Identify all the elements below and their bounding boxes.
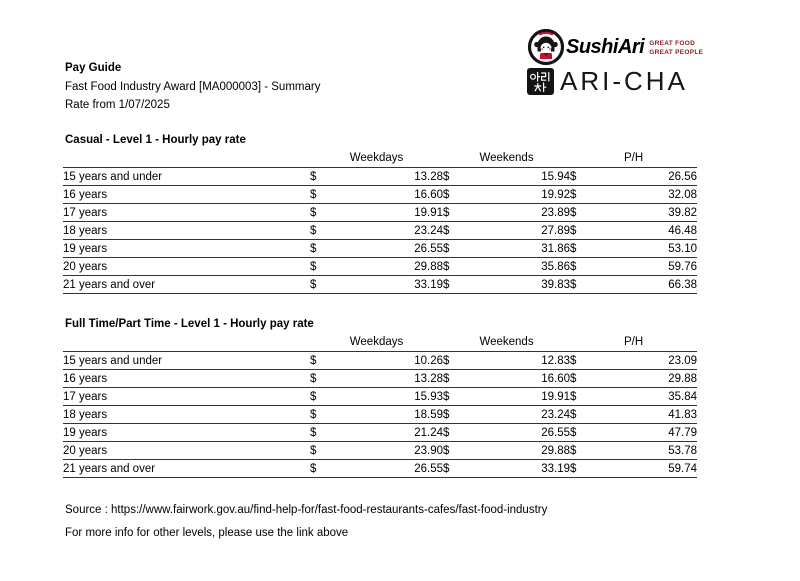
weekends-rate: 15.94 [468,167,570,185]
currency-symbol: $ [310,257,338,275]
weekdays-header: Weekdays [310,150,443,167]
currency-symbol: $ [443,441,468,459]
table-row [63,459,697,477]
weekends-rate: 27.89 [468,221,570,239]
weekends-rate: 16.60 [468,369,570,387]
age-label: 18 years [63,405,310,423]
age-label: 17 years [63,203,310,221]
ph-rate: 39.82 [595,203,697,221]
weekends-rate: 33.19 [468,459,570,477]
weekdays-rate: 23.90 [338,441,443,459]
table-row [63,221,697,239]
age-label: 19 years [63,239,310,257]
tagline-line1: GREAT FOOD [649,40,696,47]
weekends-rate: 31.86 [468,239,570,257]
currency-symbol: $ [570,167,595,185]
sushiari-logo [527,27,707,67]
weekends-rate: 29.88 [468,441,570,459]
tagline-line2: GREAT PEOPLE [649,49,704,56]
age-label: 19 years [63,423,310,441]
table-row [63,423,697,441]
age-label: 17 years [63,387,310,405]
note-line: For more info for other levels, please use the link above [65,526,349,539]
currency-symbol: $ [310,459,338,477]
weekends-rate: 19.92 [468,185,570,203]
table-row [63,369,697,387]
award-subtitle: Fast Food Industry Award [MA000003] - Summary [65,80,321,93]
empty-header-cell [63,334,310,351]
ph-rate: 59.76 [595,257,697,275]
table-row [63,275,697,293]
table-row [63,203,697,221]
document-footer [65,499,547,544]
currency-symbol: $ [570,441,595,459]
weekends-rate: 35.86 [468,257,570,275]
currency-symbol: $ [310,203,338,221]
ph-rate: 26.56 [595,167,697,185]
table-row [63,405,697,423]
currency-symbol: $ [310,167,338,185]
ph-rate: 66.38 [595,275,697,293]
weekdays-rate: 33.19 [338,275,443,293]
weekends-header: Weekends [443,334,570,351]
currency-symbol: $ [570,221,595,239]
weekdays-rate: 10.26 [338,351,443,369]
ph-rate: 46.48 [595,221,697,239]
table-row [63,387,697,405]
weekends-rate: 26.55 [468,423,570,441]
ph-rate: 53.78 [595,441,697,459]
brand-block [527,27,707,97]
weekdays-rate: 15.93 [338,387,443,405]
currency-symbol: $ [310,185,338,203]
currency-symbol: $ [310,369,338,387]
weekends-rate: 19.91 [468,387,570,405]
weekdays-rate: 23.24 [338,221,443,239]
age-label: 20 years [63,257,310,275]
currency-symbol: $ [443,239,468,257]
currency-symbol: $ [310,405,338,423]
weekends-rate: 23.89 [468,203,570,221]
currency-symbol: $ [443,275,468,293]
currency-symbol: $ [570,185,595,203]
weekdays-rate: 26.55 [338,239,443,257]
currency-symbol: $ [310,387,338,405]
currency-symbol: $ [310,423,338,441]
currency-symbol: $ [443,405,468,423]
currency-symbol: $ [570,257,595,275]
age-label: 15 years and under [63,351,310,369]
ph-header: P/H [570,334,697,351]
rate-date-line: Rate from 1/07/2025 [65,99,170,112]
ph-rate: 29.88 [595,369,697,387]
source-line: Source : https://www.fairwork.gov.au/find-help-for/fast-food-restaurants-cafes/fast-food-industry [65,504,548,516]
weekdays-rate: 26.55 [338,459,443,477]
currency-symbol: $ [310,239,338,257]
age-label: 16 years [63,369,310,387]
casual-section-title: Casual - Level 1 - Hourly pay rate [65,134,246,146]
currency-symbol: $ [443,387,468,405]
aricha-korean-badge [527,68,554,95]
ph-header: P/H [570,150,697,167]
table-header-row [63,150,697,167]
fulltime-rate-table [63,334,697,478]
weekends-header: Weekends [443,150,570,167]
currency-symbol: $ [310,351,338,369]
table-row [63,257,697,275]
table-row [63,239,697,257]
ph-rate: 41.83 [595,405,697,423]
ph-rate: 47.79 [595,423,697,441]
currency-symbol: $ [570,239,595,257]
currency-symbol: $ [443,459,468,477]
currency-symbol: $ [570,459,595,477]
ph-rate: 59.74 [595,459,697,477]
weekends-rate: 12.83 [468,351,570,369]
weekdays-rate: 19.91 [338,203,443,221]
currency-symbol: $ [443,351,468,369]
currency-symbol: $ [443,185,468,203]
sushiari-doll-icon [527,28,565,66]
currency-symbol: $ [570,387,595,405]
sushiari-wordmark: SushiAri [566,35,645,58]
age-label: 20 years [63,441,310,459]
ph-rate: 35.84 [595,387,697,405]
ph-rate: 32.08 [595,185,697,203]
currency-symbol: $ [310,221,338,239]
currency-symbol: $ [443,167,468,185]
currency-symbol: $ [443,369,468,387]
weekdays-rate: 13.28 [338,369,443,387]
currency-symbol: $ [310,441,338,459]
table-row [63,167,697,185]
weekdays-header: Weekdays [310,334,443,351]
age-label: 18 years [63,221,310,239]
aricha-wordmark: ARI-CHA [560,66,688,96]
currency-symbol: $ [443,423,468,441]
currency-symbol: $ [570,203,595,221]
sushiari-tagline [649,39,703,57]
document-header [65,59,320,115]
currency-symbol: $ [443,257,468,275]
fulltime-section-title: Full Time/Part Time - Level 1 - Hourly pay rate [65,318,314,330]
table-row [63,185,697,203]
table-row [63,441,697,459]
age-label: 21 years and over [63,275,310,293]
table-header-row [63,334,697,351]
age-label: 15 years and under [63,167,310,185]
weekdays-rate: 18.59 [338,405,443,423]
empty-header-cell [63,150,310,167]
aricha-logo [527,66,707,97]
weekdays-rate: 16.60 [338,185,443,203]
ph-rate: 23.09 [595,351,697,369]
page-title: Pay Guide [65,62,122,74]
casual-rate-table [63,150,697,294]
ph-rate: 53.10 [595,239,697,257]
currency-symbol: $ [570,369,595,387]
weekdays-rate: 13.28 [338,167,443,185]
table-row [63,351,697,369]
age-label: 21 years and over [63,459,310,477]
currency-symbol: $ [443,221,468,239]
currency-symbol: $ [570,351,595,369]
weekends-rate: 23.24 [468,405,570,423]
currency-symbol: $ [310,275,338,293]
currency-symbol: $ [570,405,595,423]
currency-symbol: $ [443,203,468,221]
currency-symbol: $ [570,275,595,293]
weekends-rate: 39.83 [468,275,570,293]
currency-symbol: $ [570,423,595,441]
age-label: 16 years [63,185,310,203]
weekdays-rate: 21.24 [338,423,443,441]
weekdays-rate: 29.88 [338,257,443,275]
